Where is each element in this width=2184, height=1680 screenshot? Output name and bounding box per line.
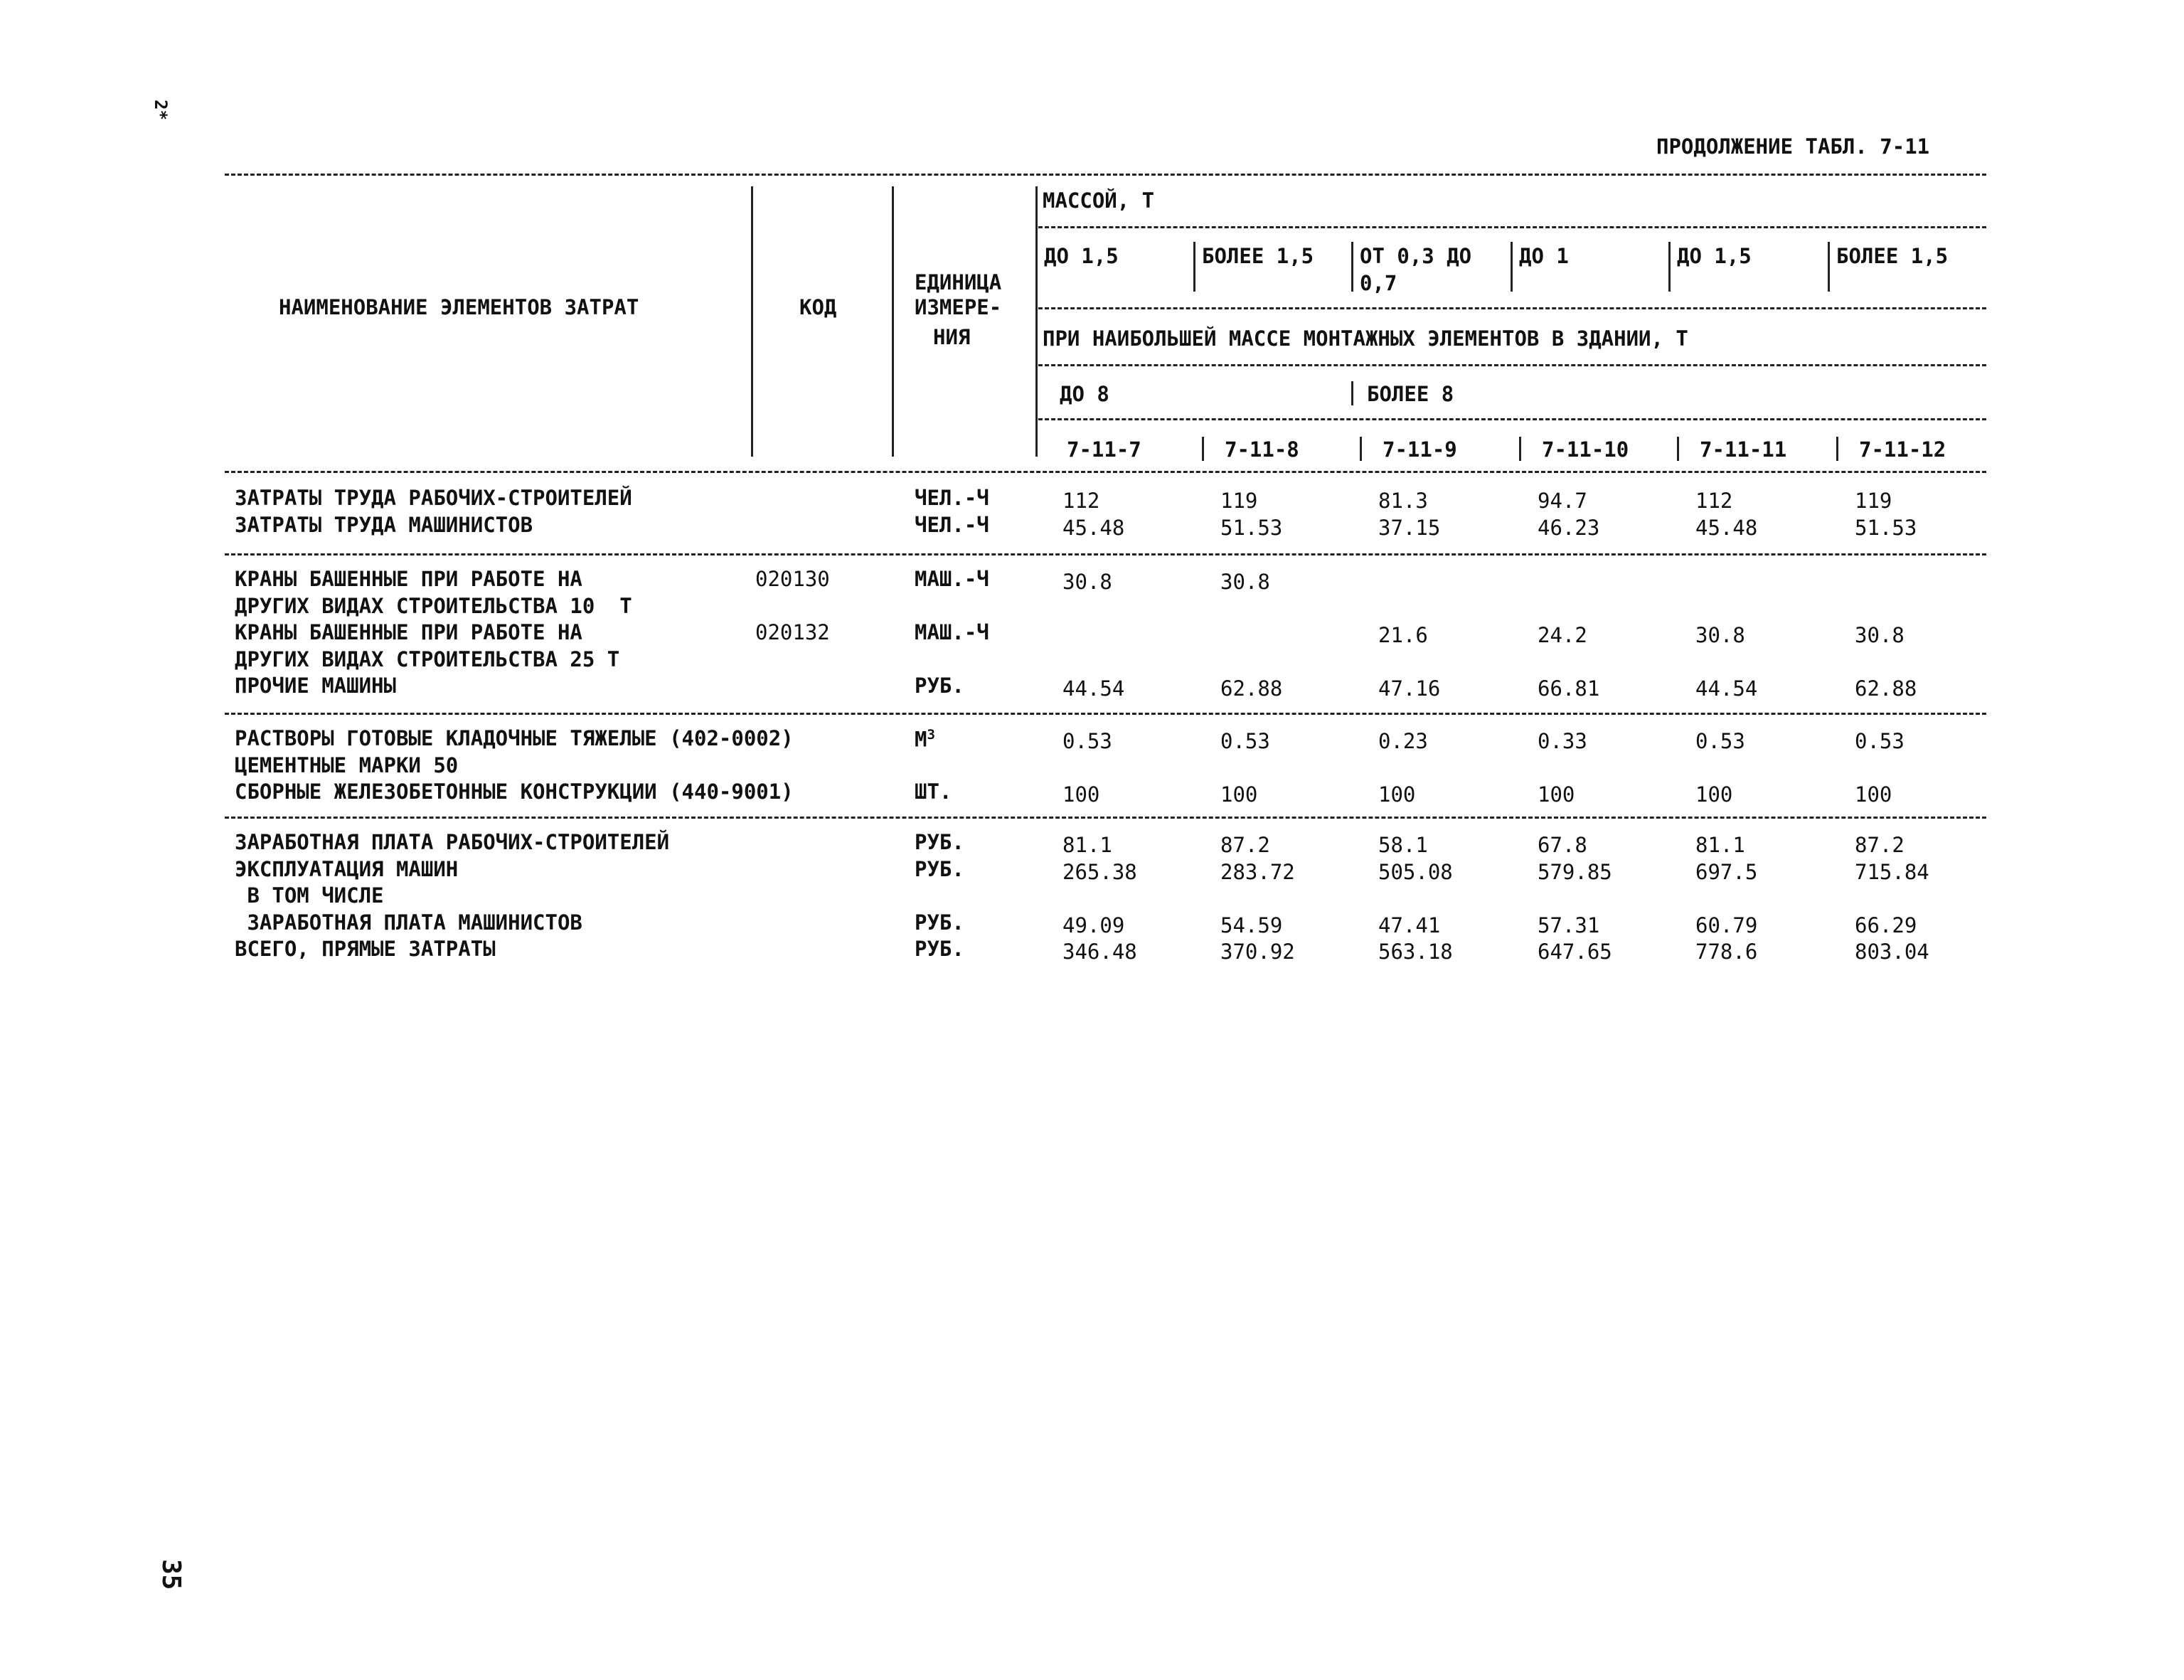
row-value: 44.54 bbox=[1062, 676, 1125, 701]
row-name: ДРУГИХ ВИДАХ СТРОИТЕЛЬСТВА 25 Т bbox=[235, 647, 620, 671]
row-value: 370.92 bbox=[1220, 940, 1295, 964]
code-divider bbox=[1677, 437, 1679, 461]
row-value: 0.33 bbox=[1538, 729, 1587, 753]
header-rule bbox=[1038, 418, 1986, 420]
row-value: 100 bbox=[1220, 782, 1258, 807]
section-rule bbox=[225, 817, 1986, 819]
row-unit: $М^3$ bbox=[915, 727, 935, 752]
group-1: ДО 8 bbox=[1060, 382, 1109, 406]
mass-range-3: ОТ 0,3 ДО bbox=[1360, 244, 1472, 268]
header-max-mass: ПРИ НАИБОЛЬШЕЙ МАССЕ МОНТАЖНЫХ ЭЛЕМЕНТОВ В ЗДАНИИ, Т bbox=[1043, 326, 1688, 351]
page-number: 35 bbox=[156, 1559, 186, 1590]
row-value: 58.1 bbox=[1378, 833, 1428, 857]
row-value: 66.81 bbox=[1538, 676, 1600, 701]
column-code: 7-11-8 bbox=[1225, 437, 1299, 462]
row-unit: РУБ. bbox=[915, 830, 964, 854]
header-col-divider bbox=[1035, 186, 1038, 457]
header-code: КОД bbox=[799, 295, 837, 319]
row-value: 51.53 bbox=[1220, 516, 1283, 540]
row-value: 505.08 bbox=[1378, 860, 1453, 884]
header-unit-3: НИЯ bbox=[933, 325, 971, 349]
row-value: 647.65 bbox=[1538, 940, 1612, 964]
header-rule bbox=[1038, 307, 1986, 309]
row-value: 67.8 bbox=[1538, 833, 1587, 857]
section-rule bbox=[225, 553, 1986, 555]
row-value: 30.8 bbox=[1062, 570, 1112, 594]
row-value: 803.04 bbox=[1855, 940, 1929, 964]
row-value: 62.88 bbox=[1855, 676, 1917, 701]
row-value: 0.53 bbox=[1220, 729, 1270, 753]
code-divider bbox=[1836, 437, 1838, 461]
mass-range-4: ДО 1 bbox=[1519, 244, 1569, 268]
header-mass-title: МАССОЙ, Т bbox=[1043, 188, 1155, 213]
row-unit: РУБ. bbox=[915, 857, 964, 881]
row-unit: ЧЕЛ.-Ч bbox=[915, 486, 989, 510]
row-code: 020132 bbox=[755, 620, 830, 644]
header-unit-2: ИЗМЕРЕ- bbox=[915, 295, 1002, 319]
row-value: 715.84 bbox=[1855, 860, 1929, 884]
column-code: 7-11-10 bbox=[1542, 437, 1629, 462]
row-value: 51.53 bbox=[1855, 516, 1917, 540]
header-unit-1: ЕДИНИЦА bbox=[915, 270, 1002, 294]
row-value: 30.8 bbox=[1695, 623, 1745, 647]
row-name: В ТОМ ЧИСЛЕ bbox=[235, 883, 384, 908]
row-value: 81.3 bbox=[1378, 489, 1428, 513]
row-unit: ЧЕЛ.-Ч bbox=[915, 513, 989, 537]
row-value: 60.79 bbox=[1695, 913, 1758, 937]
mass-range-2: БОЛЕЕ 1,5 bbox=[1202, 244, 1314, 268]
header-subdivider bbox=[1668, 242, 1671, 292]
row-name: ЗАРАБОТНАЯ ПЛАТА РАБОЧИХ-СТРОИТЕЛЕЙ bbox=[235, 830, 670, 854]
row-value: 0.23 bbox=[1378, 729, 1428, 753]
row-value: 579.85 bbox=[1538, 860, 1612, 884]
row-value: 62.88 bbox=[1220, 676, 1283, 701]
row-value: 100 bbox=[1855, 782, 1892, 807]
header-subdivider bbox=[1193, 242, 1195, 292]
mass-range-1: ДО 1,5 bbox=[1044, 244, 1119, 268]
row-value: 283.72 bbox=[1220, 860, 1295, 884]
row-unit: РУБ. bbox=[915, 937, 964, 961]
row-value: 112 bbox=[1695, 489, 1733, 513]
row-value: 0.53 bbox=[1695, 729, 1745, 753]
row-value: 45.48 bbox=[1695, 516, 1758, 540]
row-unit: ШТ. bbox=[915, 780, 952, 804]
row-value: 81.1 bbox=[1062, 833, 1112, 857]
code-divider bbox=[1360, 437, 1362, 461]
column-code: 7-11-12 bbox=[1859, 437, 1946, 462]
header-name: НАИМЕНОВАНИЕ ЭЛЕМЕНТОВ ЗАТРАТ bbox=[279, 295, 639, 319]
column-code: 7-11-7 bbox=[1067, 437, 1141, 462]
header-top-rule bbox=[225, 174, 1986, 176]
row-name: ДРУГИХ ВИДАХ СТРОИТЕЛЬСТВА 10 Т bbox=[235, 594, 632, 618]
corner-mark: 2* bbox=[151, 100, 171, 120]
row-unit: РУБ. bbox=[915, 674, 964, 698]
row-name: РАСТВОРЫ ГОТОВЫЕ КЛАДОЧНЫЕ ТЯЖЕЛЫЕ (402-0002) bbox=[235, 726, 794, 750]
row-value: 100 bbox=[1695, 782, 1733, 807]
table-caption: ПРОДОЛЖЕНИЕ ТАБЛ. 7-11 bbox=[1656, 134, 1930, 159]
group-2: БОЛЕЕ 8 bbox=[1367, 382, 1454, 406]
section-rule bbox=[225, 713, 1986, 715]
header-col-divider bbox=[751, 186, 753, 457]
row-unit: МАШ.-Ч bbox=[915, 567, 989, 591]
row-value: 47.16 bbox=[1378, 676, 1441, 701]
row-value: 265.38 bbox=[1062, 860, 1137, 884]
header-col-divider bbox=[892, 186, 894, 457]
row-value: 47.41 bbox=[1378, 913, 1441, 937]
row-value: 0.53 bbox=[1062, 729, 1112, 753]
row-value: 778.6 bbox=[1695, 940, 1758, 964]
row-value: 346.48 bbox=[1062, 940, 1137, 964]
row-value: 57.31 bbox=[1538, 913, 1600, 937]
row-value: 24.2 bbox=[1538, 623, 1587, 647]
row-value: 45.48 bbox=[1062, 516, 1125, 540]
row-unit: МАШ.-Ч bbox=[915, 620, 989, 644]
row-value: 119 bbox=[1855, 489, 1892, 513]
row-name: ВСЕГО, ПРЯМЫЕ ЗАТРАТЫ bbox=[235, 937, 496, 961]
row-name: ЦЕМЕНТНЫЕ МАРКИ 50 bbox=[235, 753, 459, 777]
header-bottom-rule bbox=[225, 471, 1986, 473]
row-value: 94.7 bbox=[1538, 489, 1587, 513]
group-divider bbox=[1351, 381, 1353, 405]
row-name: ПРОЧИЕ МАШИНЫ bbox=[235, 674, 396, 698]
row-value: 30.8 bbox=[1855, 623, 1905, 647]
row-value: 21.6 bbox=[1378, 623, 1428, 647]
row-name: КРАНЫ БАШЕННЫЕ ПРИ РАБОТЕ НА bbox=[235, 620, 582, 644]
row-name: ЗАРАБОТНАЯ ПЛАТА МАШИНИСТОВ bbox=[235, 910, 582, 935]
code-divider bbox=[1202, 437, 1204, 461]
header-rule bbox=[1038, 226, 1986, 228]
row-value: 100 bbox=[1378, 782, 1416, 807]
row-value: 112 bbox=[1062, 489, 1100, 513]
row-code: 020130 bbox=[755, 567, 830, 591]
row-name: СБОРНЫЕ ЖЕЛЕЗОБЕТОННЫЕ КОНСТРУКЦИИ (440-9001) bbox=[235, 780, 794, 804]
header-subdivider bbox=[1351, 242, 1353, 292]
row-value: 46.23 bbox=[1538, 516, 1600, 540]
row-value: 37.15 bbox=[1378, 516, 1441, 540]
row-value: 697.5 bbox=[1695, 860, 1758, 884]
row-value: 87.2 bbox=[1855, 833, 1905, 857]
row-value: 81.1 bbox=[1695, 833, 1745, 857]
row-unit: РУБ. bbox=[915, 910, 964, 935]
row-value: 119 bbox=[1220, 489, 1258, 513]
header-subdivider bbox=[1511, 242, 1513, 292]
row-value: 0.53 bbox=[1855, 729, 1905, 753]
header-subdivider bbox=[1828, 242, 1830, 292]
row-name: КРАНЫ БАШЕННЫЕ ПРИ РАБОТЕ НА bbox=[235, 567, 582, 591]
header-rule bbox=[1038, 364, 1986, 366]
row-value: 54.59 bbox=[1220, 913, 1283, 937]
row-value: 30.8 bbox=[1220, 570, 1270, 594]
row-value: 66.29 bbox=[1855, 913, 1917, 937]
code-divider bbox=[1519, 437, 1521, 461]
column-code: 7-11-11 bbox=[1700, 437, 1787, 462]
row-name: ЗАТРАТЫ ТРУДА МАШИНИСТОВ bbox=[235, 513, 533, 537]
row-value: 49.09 bbox=[1062, 913, 1125, 937]
row-value: 44.54 bbox=[1695, 676, 1758, 701]
row-value: 563.18 bbox=[1378, 940, 1453, 964]
mass-range-5: ДО 1,5 bbox=[1677, 244, 1752, 268]
mass-range-3-cont: 0,7 bbox=[1360, 271, 1397, 295]
row-name: ЭКСПЛУАТАЦИЯ МАШИН bbox=[235, 857, 459, 881]
column-code: 7-11-9 bbox=[1383, 437, 1457, 462]
row-value: 100 bbox=[1062, 782, 1100, 807]
row-value: 100 bbox=[1538, 782, 1575, 807]
row-value: 87.2 bbox=[1220, 833, 1270, 857]
row-name: ЗАТРАТЫ ТРУДА РАБОЧИХ-СТРОИТЕЛЕЙ bbox=[235, 486, 632, 510]
mass-range-6: БОЛЕЕ 1,5 bbox=[1836, 244, 1949, 268]
